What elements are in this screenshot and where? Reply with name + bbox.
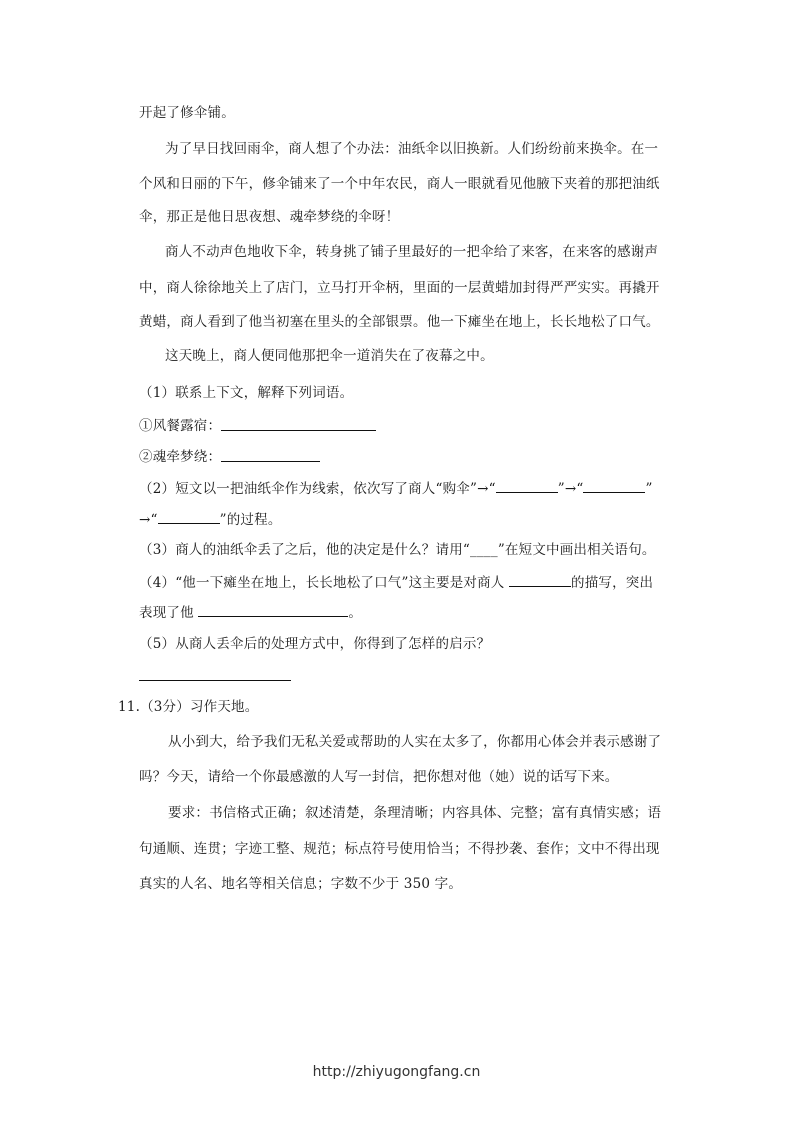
question-2-text-e: ”的过程。	[219, 512, 282, 528]
answer-blank-2c[interactable]	[158, 510, 220, 524]
answer-blank-4a[interactable]	[509, 573, 571, 587]
question-2-text-a: （2）短文以一把油纸伞作为线索，依次写了商人“购伞”→“	[139, 481, 496, 497]
passage-line: 中，商人徐徐地关上了店门，立马打开伞柄，里面的一层黄蜡加封得严严实实。再撬开	[139, 280, 660, 296]
question-3-text-a: （3）商人的油纸伞丢了之后，他的决定是什么？请用“	[139, 542, 470, 558]
question-11-requirements: 要求：书信格式正确；叙述清楚，条理清晰；内容具体、完整；富有真情实感；语	[168, 805, 662, 821]
passage-line: 伞，那正是他日思夜想、魂牵梦绕的伞呀！	[139, 209, 400, 225]
question-3	[139, 541, 656, 559]
answer-blank-1a[interactable]	[221, 430, 376, 431]
passage-line: 黄蜡，商人看到了他当初塞在里头的全部银票。他一下瘫坐在地上，长长地松了口气。	[139, 314, 660, 330]
question-4-text-c: 表现了他	[139, 605, 194, 621]
footer-url: http://zhiyugongfang.cn	[312, 1064, 481, 1080]
question-11-requirements: 真实的人名、地名等相关信息；字数不少于 350 字。	[139, 876, 463, 892]
passage-line: 开起了修伞铺。	[139, 105, 235, 121]
question-11-prompt: 从小到大，给予我们无私关爱或帮助的人实在太多了，你都用心体会并表示感谢了	[168, 734, 662, 750]
question-1b-label: ②魂牵梦绕：	[139, 449, 222, 465]
question-2-cont	[139, 510, 282, 529]
question-2-text-c: ”	[645, 481, 653, 497]
question-4	[139, 573, 653, 592]
question-4-text-d: 。	[348, 605, 363, 621]
answer-blank-5[interactable]	[139, 680, 291, 681]
passage-line: 商人不动声色地收下伞，转身挑了铺子里最好的一把伞给了来客，在来客的感谢声	[165, 244, 659, 260]
question-1a-label: ①风餐露宿：	[139, 418, 222, 434]
question-4-cont	[139, 603, 362, 622]
answer-blank-1b[interactable]	[221, 461, 320, 462]
question-2-text-b: ”→“	[557, 481, 584, 497]
question-1: （1）联系上下文，解释下列词语。	[139, 385, 354, 401]
passage-line: 为了早日找回雨伞，商人想了个办法：油纸伞以旧换新。人们纷纷前来换伞。在一	[165, 141, 659, 157]
question-11-title: 11.（3分）习作天地。	[118, 699, 259, 715]
question-5: （5）从商人丢伞后的处理方式中，你得到了怎样的启示？	[139, 636, 491, 652]
passage-line: 这天晚上，商人便同他那把伞一道消失在了夜幕之中。	[165, 348, 494, 364]
question-2-text-d: →“	[139, 512, 158, 528]
passage-line: 个风和日丽的下午，修伞铺来了一个中年农民，商人一眼就看见他腋下夹着的那把油纸	[139, 176, 660, 192]
question-4-text-a: （4）“他一下瘫坐在地上，长长地松了口气”这主要是对商人	[139, 575, 505, 591]
question-1b	[139, 448, 221, 466]
question-3-marker: ____	[470, 542, 498, 558]
answer-blank-4b[interactable]	[198, 603, 348, 617]
question-1a	[139, 417, 221, 435]
answer-blank-2b[interactable]	[583, 479, 645, 493]
question-11-prompt: 吗？今天，请给一个你最感激的人写一封信，把你想对他（她）说的话写下来。	[139, 769, 619, 785]
question-3-text-b: ”在短文中画出相关语句。	[497, 542, 656, 558]
question-4-text-b: 的描写，突出	[571, 575, 654, 591]
question-2	[139, 479, 653, 498]
question-11-requirements: 句通顺、连贯；字迹工整、规范；标点符号使用恰当；不得抄袭、套作；文中不得出现	[139, 841, 660, 857]
answer-blank-2a[interactable]	[496, 479, 558, 493]
